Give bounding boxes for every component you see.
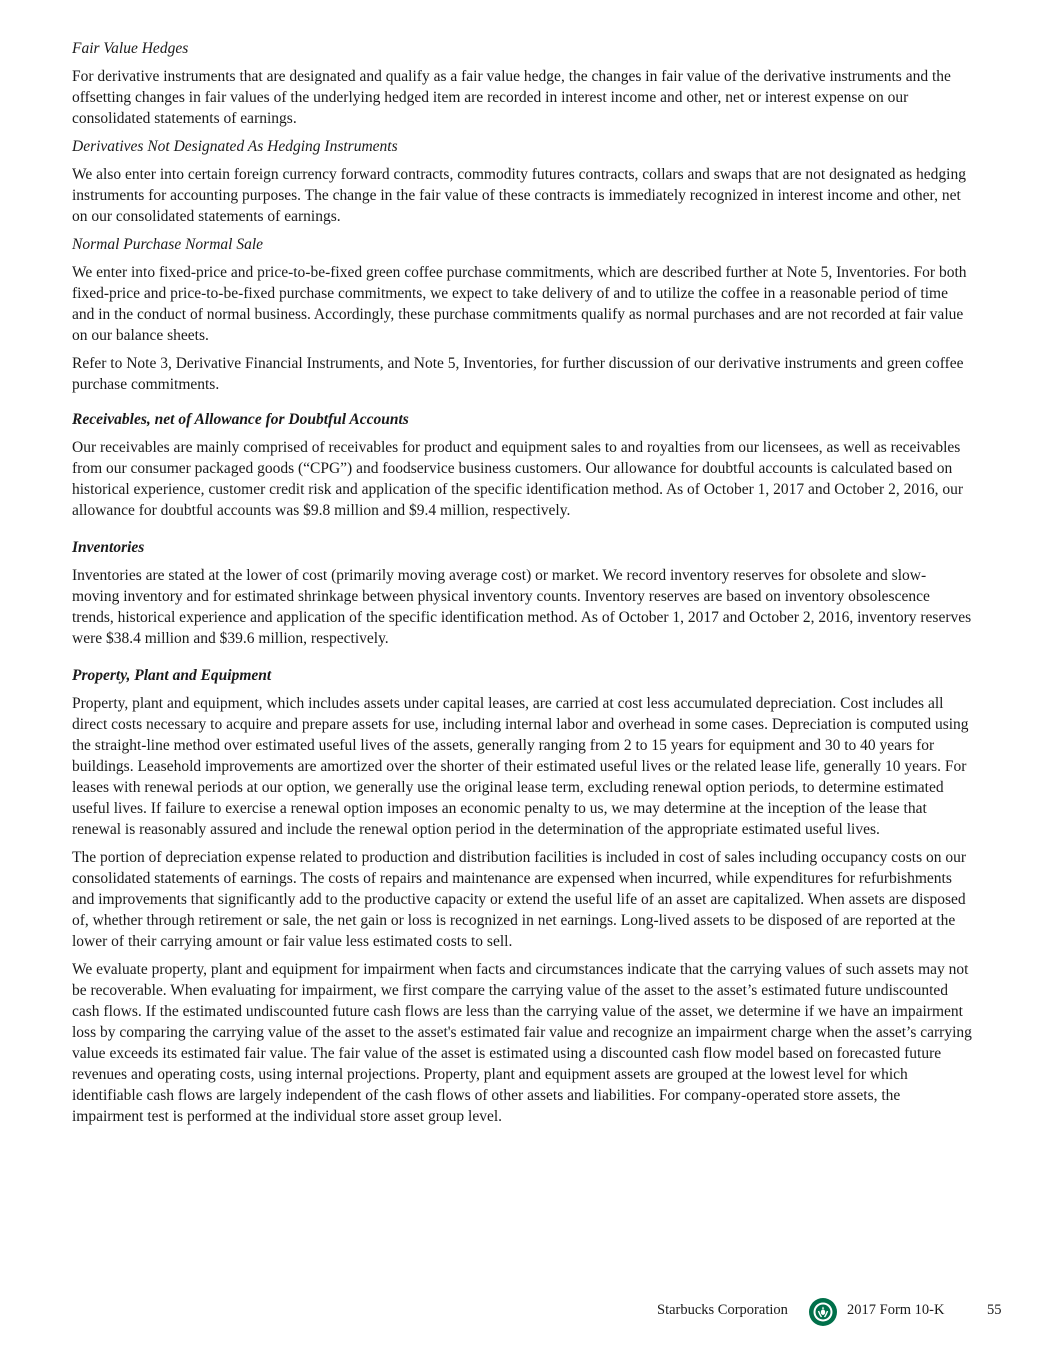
paragraph: The portion of depreciation expense related to production and distribution facilities is included in cost of sales including occupancy costs on our consolidated statements of earnings. The costs of repairs and maintenance are expensed when incurred, while expenditures for refurbishments and improvements that significantly add to the productive capacity or extend the useful life of an asset are capitalized. When assets are disposed of, whether through retirement or sale, the net gain or loss is recognized in net earnings. Long-lived assets to be disposed of are reported at the lower of their carrying amount or fair value less estimated costs to sell. (72, 849, 967, 950)
subheading-derivatives-not-designated: Derivatives Not Designated As Hedging Instruments (72, 138, 398, 155)
logo-siren-face (821, 1309, 825, 1315)
paragraph: Refer to Note 3, Derivative Financial Instruments, and Note 5, Inventories, for further discussion of our derivative instruments and green coffee purchase commitments. (72, 355, 964, 393)
section-heading-ppe: Property, Plant and Equipment (72, 667, 272, 684)
footer-company-name: Starbucks Corporation (657, 1302, 788, 1318)
paragraph: Property, plant and equipment, which includes assets under capital leases, are carried at cost less accumulated depreciation. Cost includes all direct costs necessary to acquire and prepare assets for use, including internal labor and overhead in some cases. Depreciation is computed using the straight-line method over estimated useful lives of the assets, generally ranging from 2 to 15 years for equipment and 30 to 40 years for buildings. Leasehold improvements are amortized over the shorter of their estimated useful lives or the related lease life, generally 10 years. For leases with renewal periods at our option, we generally use the original lease term, excluding renewal option periods, to determine estimated useful lives. If failure to exercise a renewal option imposes an economic penalty to us, we may determine at the inception of the lease that renewal is reasonably assured and include the renewal option period in the determination of the appropriate estimated useful lives. (72, 695, 969, 838)
page-footer (0, 1297, 1040, 1327)
paragraph: Inventories are stated at the lower of cost (primarily moving average cost) or market. We record inventory reserves for obsolete and slow-moving inventory and for estimated shrinkage between physical inventory counts. Inventory reserves are based on inventory obsolescence trends, historical experience and application of the specific identification method. As of October 1, 2017 and October 2, 2016, inventory reserves were $38.4 million and $39.6 million, respectively. (72, 567, 972, 647)
page-number: 55 (987, 1302, 1002, 1318)
paragraph: Our receivables are mainly comprised of receivables for product and equipment sales to and royalties from our licensees, as well as receivables from our consumer packaged goods (“CPG”) and foodservice business customers. Our allowance for doubtful accounts is calculated based on historical experience, customer credit risk and application of the specific identification method. As of October 1, 2017 and October 2, 2016, our allowance for doubtful accounts was $9.8 million and $9.4 million, respectively. (72, 439, 963, 519)
subheading-normal-purchase: Normal Purchase Normal Sale (72, 236, 264, 253)
paragraph: For derivative instruments that are designated and qualify as a fair value hedge, the changes in fair value of the derivative instruments and the offsetting changes in fair values of the underlying hedged item are recorded in interest income and other, net or interest expense on our consolidated statements of earnings. (72, 68, 951, 127)
starbucks-logo-icon (808, 1297, 838, 1332)
document-body (72, 38, 972, 1134)
paragraph: We also enter into certain foreign currency forward contracts, commodity futures contracts, collars and swaps that are not designated as hedging instruments for accounting purposes. The change in the fair value of these contracts is immediately recognized in interest income and other, net on our consolidated statements of earnings. (72, 166, 966, 225)
paragraph: We enter into fixed-price and price-to-be-fixed green coffee purchase commitments, which are described further at Note 5, Inventories. For both fixed-price and price-to-be-fixed purchase commitments, we expect to take delivery of and to utilize the coffee in a reasonable period of time and in the conduct of normal business. Accordingly, these purchase commitments qualify as normal purchases and are not recorded at fair value on our balance sheets. (72, 264, 967, 344)
section-heading-inventories: Inventories (72, 539, 145, 556)
section-heading-receivables: Receivables, net of Allowance for Doubtful Accounts (72, 411, 409, 428)
subheading-fair-value-hedges: Fair Value Hedges (72, 40, 189, 57)
footer-form-label: 2017 Form 10-K (847, 1302, 945, 1318)
paragraph: We evaluate property, plant and equipment for impairment when facts and circumstances indicate that the carrying values of such assets may not be recoverable. When evaluating for impairment, we first compare the carrying value of the asset to the asset’s estimated future undiscounted cash flows. If the estimated undiscounted future cash flows are less than the carrying value of the asset, we determine if we have an impairment loss by comparing the carrying value of the asset to the asset's estimated fair value and recognize an impairment charge when the asset’s carrying value exceeds its estimated fair value. The fair value of the asset is estimated using a discounted cash flow model based on forecasted future revenues and operating costs, using internal projections. Property, plant and equipment assets are grouped at the lowest level for which identifiable cash flows are largely independent of the cash flows of other assets and liabilities. For company-operated store assets, the impairment test is performed at the individual store asset group level. (72, 961, 972, 1125)
